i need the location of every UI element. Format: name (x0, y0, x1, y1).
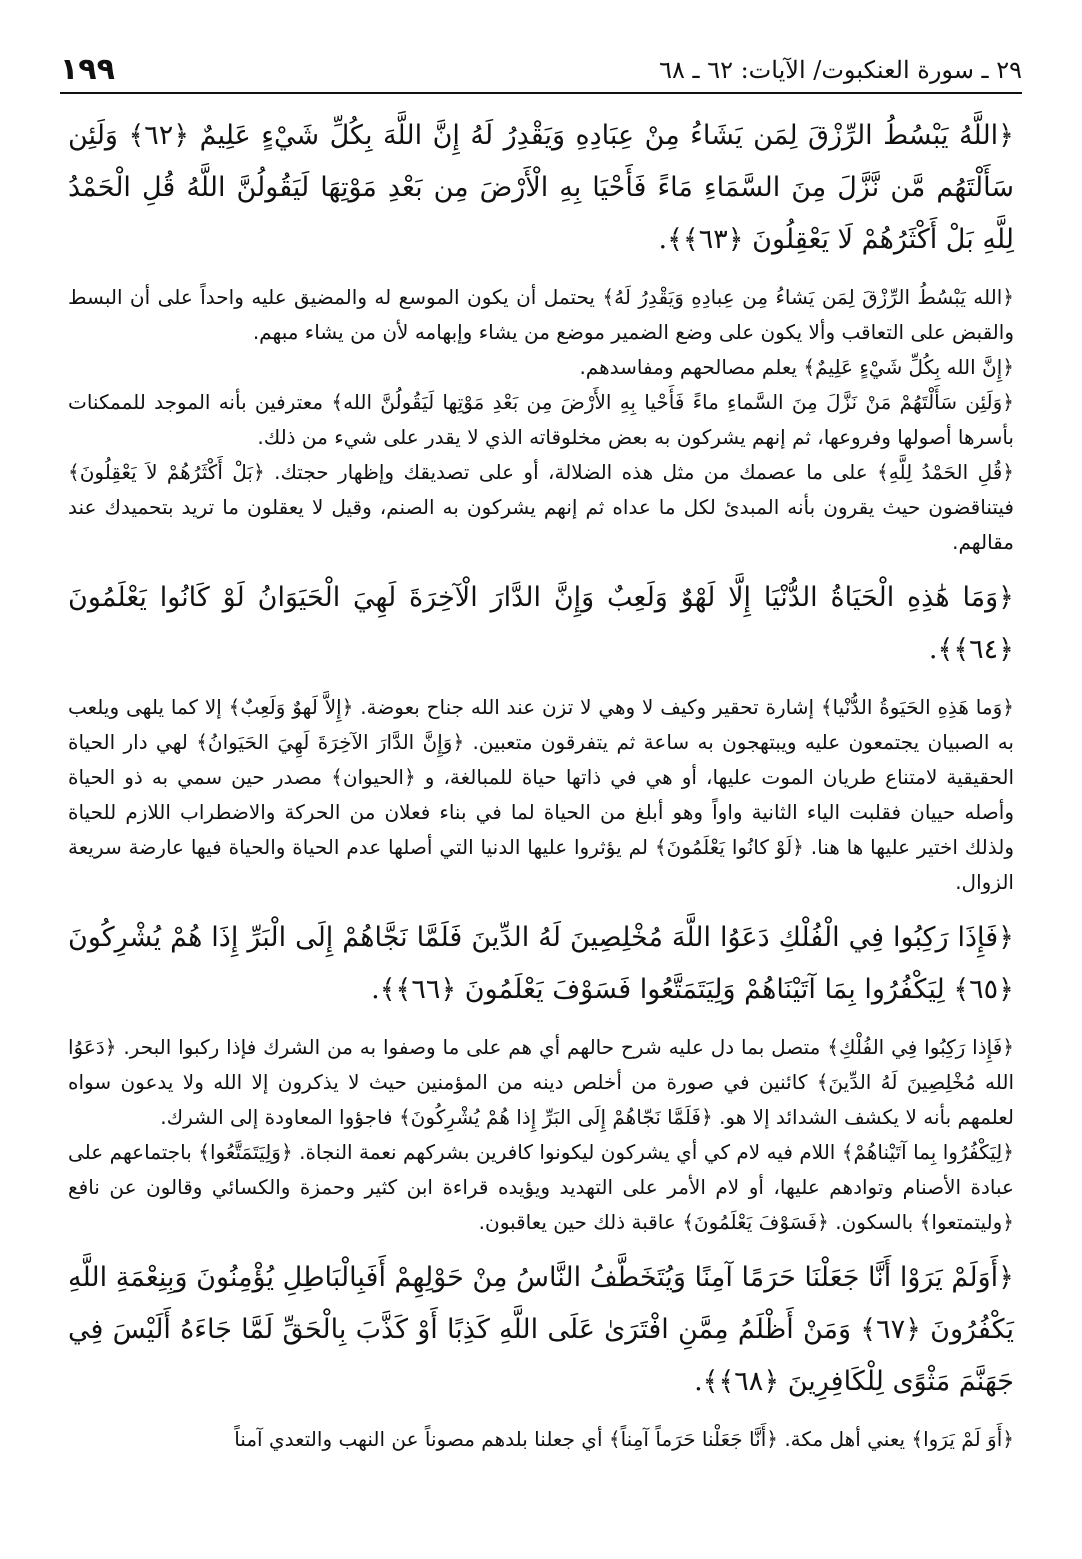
quran-verse-64: ﴿وَمَا هَٰذِهِ الْحَيَاةُ الدُّنْيَا إِلَّا لَهْوٌ وَلَعِبٌ وَإِنَّ الدَّارَ الْآخِرَةَ لَهِيَ الْحَيَوَانُ لَوْ كَانُوا يَعْلَمُونَ ﴿٦٤﴾﴾. (68, 582, 1014, 665)
commentary-paragraph: ﴿لِيَكْفُرُوا بِما آتَيْناهُمْ﴾ اللام فيه لام كي أي يشركون ليكونوا كافرين بشركهم نعمة النجاة. ﴿وَلِيَتَمَتَّعُوا﴾ باجتماعهم على عبادة الأصنام وتوادهم عليها، أو لام الأمر على التهديد ويؤيده قراءة ابن كثير وحمزة والكسائي وقالون عن نافع ﴿وليتمتعوا﴾ بالسكون. ﴿فَسَوْفَ يَعْلَمُونَ﴾ عاقبة ذلك حين يعاقبون. (68, 1140, 1014, 1234)
page-header (60, 52, 1022, 94)
commentary-paragraph: ﴿قُلِ الحَمْدُ لِلَّهِ﴾ على ما عصمك من مثل هذه الضلالة، أو على تصديقك وإظهار حجتك. ﴿بَلْ أَكْثَرُهُمْ لاَ يَعْقِلُونَ﴾ فيتناقضون حيث يقرون بأنه المبدئ لكل ما عداه ثم إنهم يشركون به الصنم، وقيل لا يعقلون ما تريد بتحميدك عند مقالهم. (68, 460, 1014, 554)
page-number: ١٩٩ (60, 52, 115, 87)
commentary-65-66 (68, 1030, 1014, 1240)
commentary-67-68 (68, 1422, 1014, 1457)
page-content (68, 110, 1014, 1469)
commentary-paragraph: ﴿وَلَئِن سَأَلْتَهُمْ مَنْ نَزَّلَ مِنَ السَّماءِ ماءً فَأَحْيا بِهِ الأَرْضَ مِن بَعْدِ مَوْتِها لَيَقُولُنَّ الله﴾ معترفين بأنه الموجد للممكنات بأسرها أصولها وفروعها، ثم إنهم يشركون به بعض مخلوقاته الذي لا يقدر على شيء من ذلك. (68, 390, 1014, 449)
commentary-62-63 (68, 280, 1014, 560)
commentary-paragraph: ﴿أَوَ لَمْ يَرَوا﴾ يعني أهل مكة. ﴿أَنَّا جَعَلْنا حَرَماً آمِناً﴾ أي جعلنا بلدهم مصوناً عن النهب والتعدي آمناً (234, 1427, 1014, 1451)
quran-verse-62-63: ﴿اللَّهُ يَبْسُطُ الرِّزْقَ لِمَن يَشَاءُ مِنْ عِبَادِهِ وَيَقْدِرُ لَهُ إِنَّ اللَّهَ بِكُلِّ شَيْءٍ عَلِيمٌ ﴿٦٢﴾ وَلَئِن سَأَلْتَهُم مَّن نَّزَّلَ مِنَ السَّمَاءِ مَاءً فَأَحْيَا بِهِ الْأَرْضَ مِن بَعْدِ مَوْتِهَا لَيَقُولُنَّ اللَّهُ قُلِ الْحَمْدُ لِلَّهِ بَلْ أَكْثَرُهُمْ لَا يَعْقِلُونَ ﴿٦٣﴾﴾. (68, 120, 1014, 255)
commentary-paragraph: ﴿إِنَّ الله بِكُلِّ شَيْءٍ عَلِيمٌ﴾ يعلم مصالحهم ومفاسدهم. (579, 355, 1014, 379)
commentary-paragraph: ﴿فَإِذا رَكِبُوا فِي الفُلْكِ﴾ متصل بما دل عليه شرح حالهم أي هم على ما وصفوا به من الشرك فإذا ركبوا البحر. ﴿دَعَوُا الله مُخْلِصِينَ لَهُ الدِّينَ﴾ كائنين في صورة من أخلص دينه من المؤمنين حيث لا يذكرون إلا الله ولا يدعون سواه لعلمهم بأنه لا يكشف الشدائد إلا هو. ﴿فَلَمَّا نَجّاهُمْ إِلَى البَرِّ إِذا هُمْ يُشْرِكُونَ﴾ فاجؤوا المعاودة إلى الشرك. (68, 1035, 1014, 1129)
commentary-paragraph: ﴿وَما هَذِهِ الحَيَوةُ الدُّنْيا﴾ إشارة تحقير وكيف لا وهي لا تزن عند الله جناح بعوضة. ﴿إِلاَّ لَهوٌ وَلَعِبٌ﴾ إلا كما يلهى ويلعب به الصبيان يجتمعون عليه ويبتهجون به ساعة ثم يتفرقون متعبين. ﴿وَإِنَّ الدَّارَ الآخِرَةَ لَهِيَ الحَيَوانُ﴾ لهي دار الحياة الحقيقية لامتناع طريان الموت عليها، أو هي في ذاتها حياة للمبالغة، و ﴿الحيوان﴾ مصدر حين سمي به ذو الحياة وأصله حييان فقلبت الياء الثانية واواً وهو أبلغ من الحياة لما في بناء فعلان من الحركة والاضطراب اللازم للحياة ولذلك اختير عليها ها هنا. ﴿لَوْ كانُوا يَعْلَمُونَ﴾ لم يؤثروا عليها الدنيا التي أصلها عدم الحياة والحياة فيها عارضة سريعة الزوال. (68, 695, 1014, 894)
commentary-paragraph: ﴿الله يَبْسُطُ الرِّزْقَ لِمَن يَشاءُ مِن عِبادِهِ وَيَقْدِرُ لَهُ﴾ يحتمل أن يكون الموسع له والمضيق عليه واحداً على أن البسط والقبض على التعاقب وألا يكون على وضع الضمير موضع من يشاء وإبهامه لأن من يشاء مبهم. (68, 285, 1014, 344)
quran-verse-67-68: ﴿أَوَلَمْ يَرَوْا أَنَّا جَعَلْنَا حَرَمًا آمِنًا وَيُتَخَطَّفُ النَّاسُ مِنْ حَوْلِهِمْ أَفَبِالْبَاطِلِ يُؤْمِنُونَ وَبِنِعْمَةِ اللَّهِ يَكْفُرُونَ ﴿٦٧﴾ وَمَنْ أَظْلَمُ مِمَّنِ افْتَرَىٰ عَلَى اللَّهِ كَذِبًا أَوْ كَذَّبَ بِالْحَقِّ لَمَّا جَاءَهُ أَلَيْسَ فِي جَهَنَّمَ مَثْوًى لِلْكَافِرِينَ ﴿٦٨﴾﴾. (68, 1262, 1014, 1397)
commentary-64 (68, 690, 1014, 900)
quran-verse-65-66: ﴿فَإِذَا رَكِبُوا فِي الْفُلْكِ دَعَوُا اللَّهَ مُخْلِصِينَ لَهُ الدِّينَ فَلَمَّا نَجَّاهُمْ إِلَى الْبَرِّ إِذَا هُمْ يُشْرِكُونَ ﴿٦٥﴾ لِيَكْفُرُوا بِمَا آتَيْنَاهُمْ وَلِيَتَمَتَّعُوا فَسَوْفَ يَعْلَمُونَ ﴿٦٦﴾﴾. (68, 922, 1014, 1005)
running-title: ٢٩ ـ سورة العنكبوت/ الآيات: ٦٢ ـ ٦٨ (659, 56, 1022, 84)
